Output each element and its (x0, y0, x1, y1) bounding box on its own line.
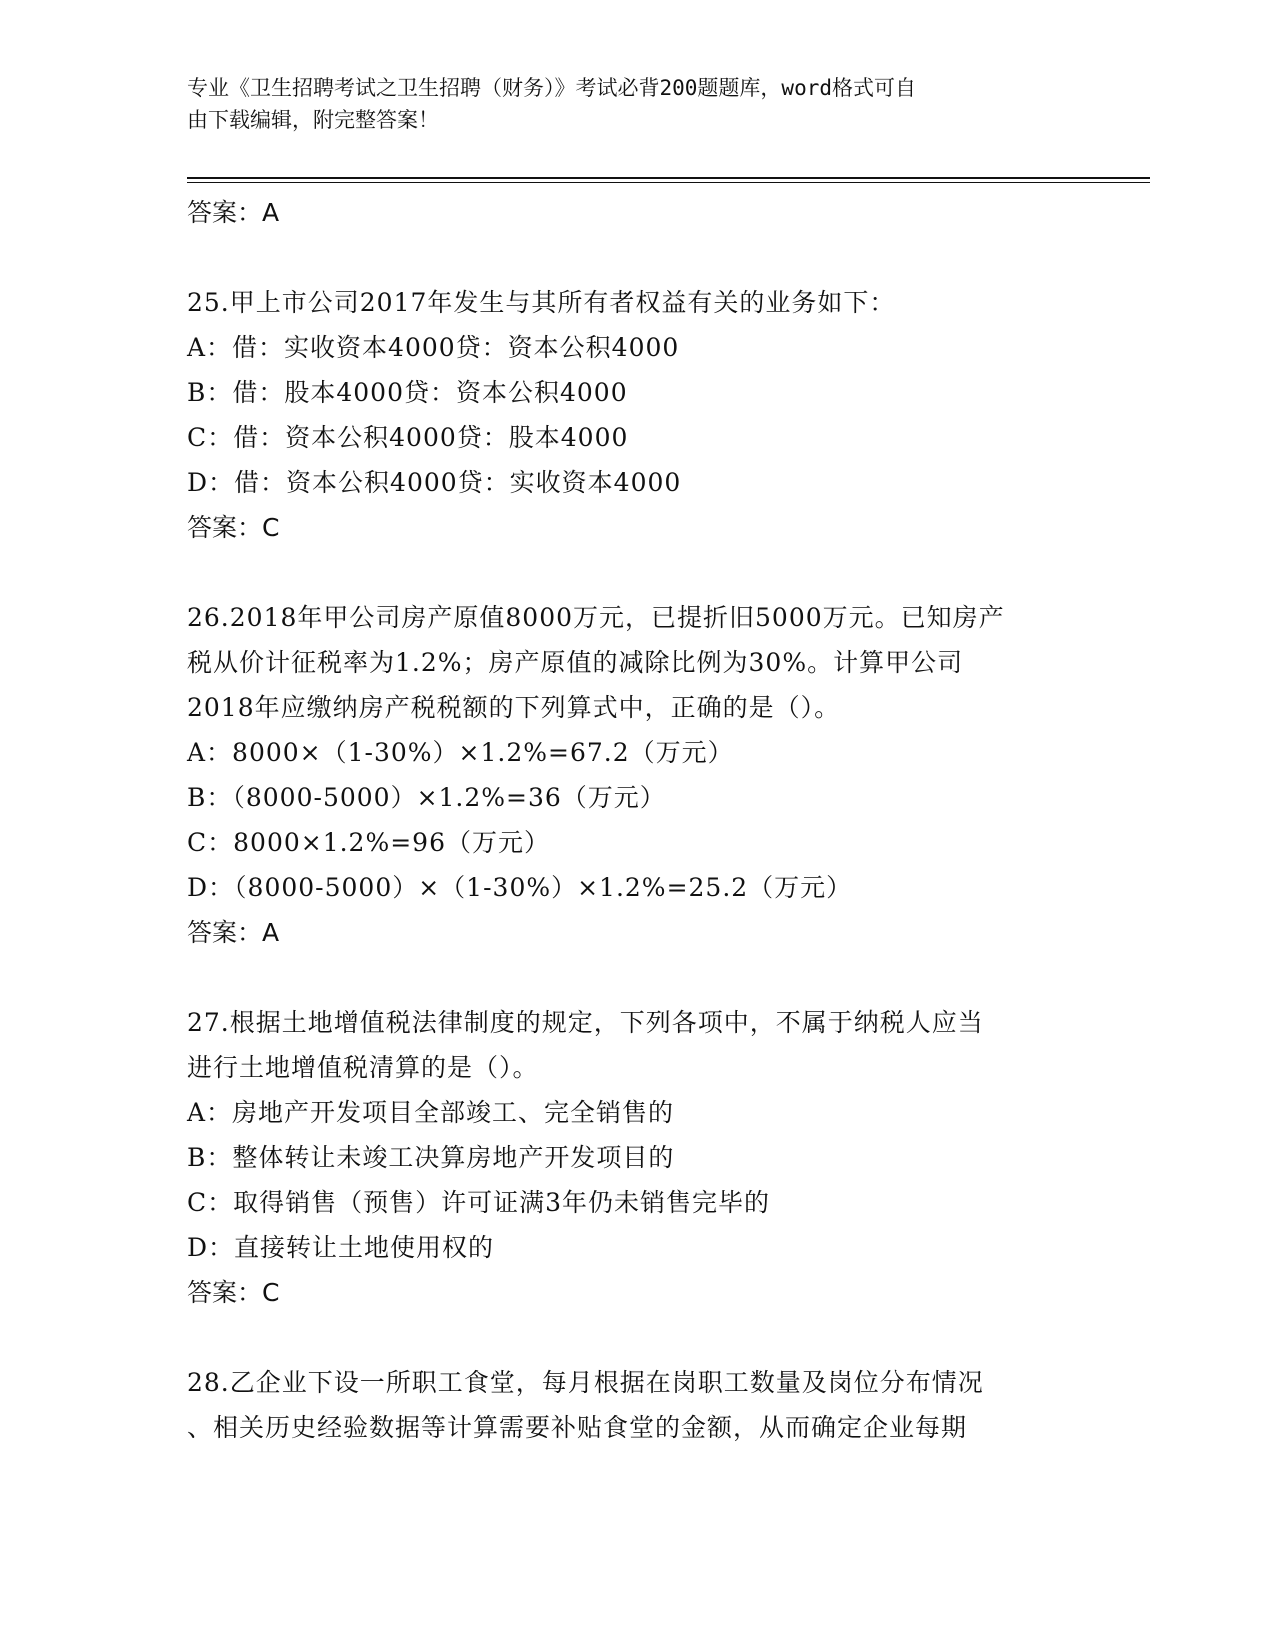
question-28 (187, 1360, 1087, 1450)
option-a: A：8000×（1-30%）×1.2%=67.2（万元） (187, 738, 734, 767)
question-stem: 27.根据土地增值税法律制度的规定，下列各项中，不属于纳税人应当 (187, 1008, 984, 1037)
question-stem: 、相关历史经验数据等计算需要补贴食堂的金额，从而确定企业每期 (187, 1413, 968, 1442)
question-stem: 进行土地增值税清算的是（）。 (187, 1053, 539, 1082)
option-d: D：（8000-5000）×（1-30%）×1.2%=25.2（万元） (187, 873, 853, 902)
option-b: B：（8000-5000）×1.2%=36（万元） (187, 783, 666, 812)
question-stem: 26.2018年甲公司房产原值8000万元，已提折旧5000万元。已知房产 (187, 603, 1005, 632)
question-stem: 税从价计征税率为1.2%；房产原值的减除比例为30%。计算甲公司 (187, 648, 964, 677)
option-b: B：整体转让未竣工决算房地产开发项目的 (187, 1143, 675, 1172)
answer-line: 答案：A (187, 198, 280, 227)
question-27 (187, 1000, 1087, 1315)
option-d: D：直接转让土地使用权的 (187, 1233, 495, 1262)
header-divider-thin (187, 182, 1150, 183)
question-25 (187, 280, 1087, 550)
question-stem: 28.乙企业下设一所职工食堂，每月根据在岗职工数量及岗位分布情况 (187, 1368, 984, 1397)
question-stem: 25.甲上市公司2017年发生与其所有者权益有关的业务如下： (187, 288, 896, 317)
option-a: A：房地产开发项目全部竣工、完全销售的 (187, 1098, 675, 1127)
header-divider (187, 177, 1150, 179)
option-c: C：借：资本公积4000贷：股本4000 (187, 423, 629, 452)
question-26 (187, 595, 1087, 955)
header-line-1: 专业《卫生招聘考试之卫生招聘（财务）》考试必背200题题库，word格式可自 (187, 76, 916, 100)
page-header (187, 72, 1067, 136)
question-stem: 2018年应缴纳房产税税额的下列算式中，正确的是（）。 (187, 693, 841, 722)
answer-line: 答案：C (187, 1278, 280, 1307)
option-c: C：8000×1.2%=96（万元） (187, 828, 550, 857)
option-a: A：借：实收资本4000贷：资本公积4000 (187, 333, 680, 362)
option-b: B：借：股本4000贷：资本公积4000 (187, 378, 628, 407)
answer-line: 答案：C (187, 513, 280, 542)
option-d: D：借：资本公积4000贷：实收资本4000 (187, 468, 682, 497)
document-body (187, 190, 1087, 1450)
answer-line: 答案：A (187, 918, 280, 947)
header-line-2: 由下载编辑，附完整答案！ (187, 108, 439, 132)
option-c: C：取得销售（预售）许可证满3年仍未销售完毕的 (187, 1188, 771, 1217)
